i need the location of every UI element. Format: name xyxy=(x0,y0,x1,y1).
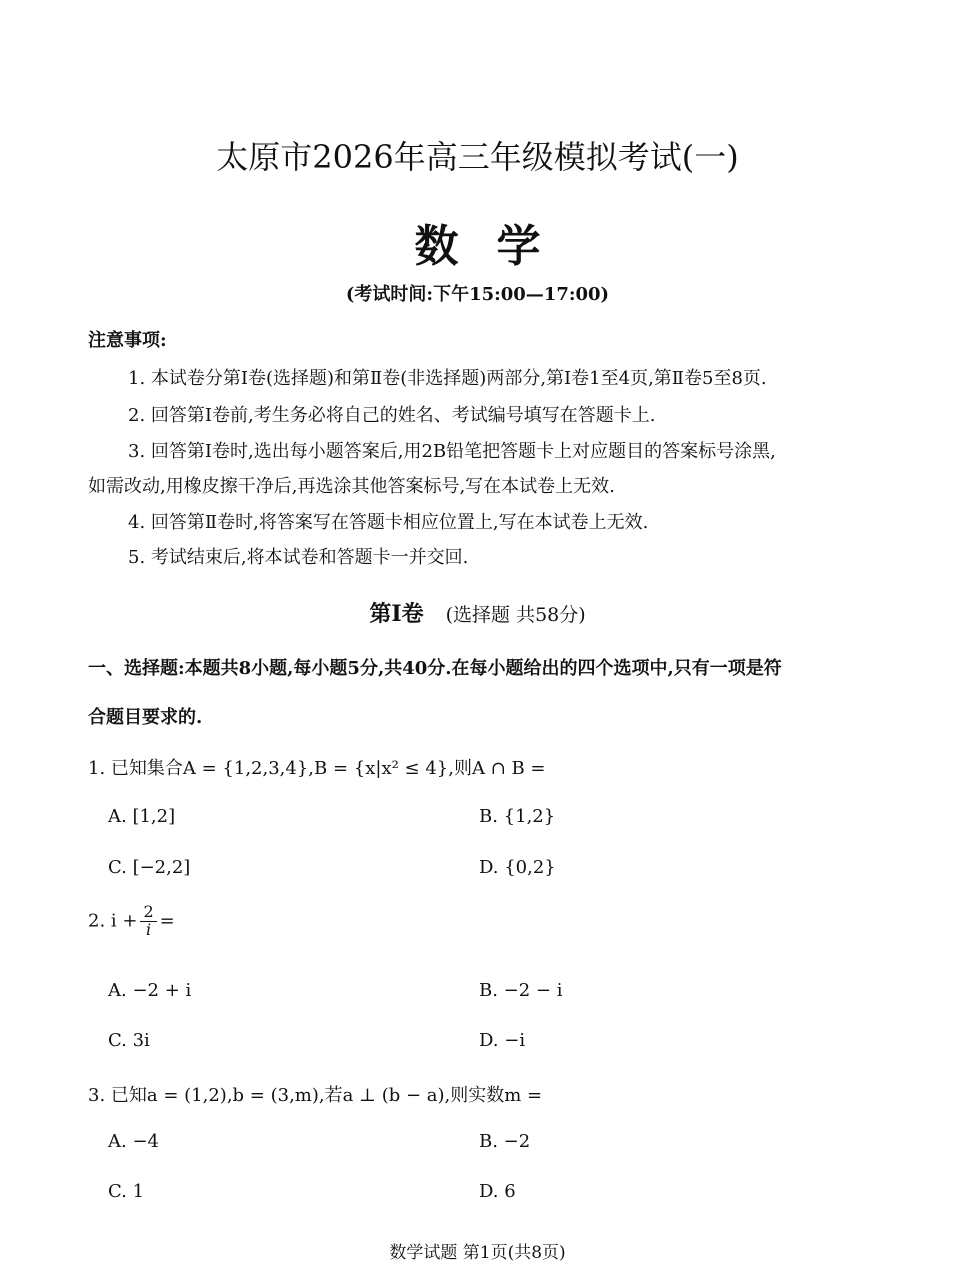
notice-item-continuation: 如需改动,用橡皮擦干净后,再选涂其他答案标号,写在本试卷上无效. xyxy=(88,476,615,497)
exam-title: 太原市2026年高三年级模拟考试(一) xyxy=(216,138,739,176)
question-3-option-c: C. 1 xyxy=(108,1181,145,1202)
section-subtitle: (选择题 共58分) xyxy=(445,604,586,626)
page-footer: 数学试题 第1页(共8页) xyxy=(389,1243,566,1263)
question-2-option-a: A. −2 + i xyxy=(108,980,192,1001)
question-3-option-a: A. −4 xyxy=(108,1131,159,1152)
question-1-option-b: B. {1,2} xyxy=(479,806,556,827)
question-2-stem xyxy=(88,904,175,939)
question-2-suffix: = xyxy=(159,910,175,932)
section-title: 第Ⅰ卷 xyxy=(369,601,424,627)
question-1-option-d: D. {0,2} xyxy=(479,857,556,878)
notice-item: 1. 本试卷分第Ⅰ卷(选择题)和第Ⅱ卷(非选择题)两部分,第Ⅰ卷1至4页,第Ⅱ卷5至8页. xyxy=(128,368,767,389)
subject-title xyxy=(0,210,955,274)
part-instruction-line1: 一、选择题:本题共8小题,每小题5分,共40分.在每小题给出的四个选项中,只有一项是符 xyxy=(88,658,782,679)
notice-item: 2. 回答第Ⅰ卷前,考生务必将自己的姓名、考试编号填写在答题卡上. xyxy=(128,405,656,426)
question-2-option-c: C. 3i xyxy=(108,1030,150,1051)
question-1-option-a: A. [1,2] xyxy=(108,806,176,827)
subject-char-2: 学 xyxy=(496,221,541,272)
subject-char-1: 数 xyxy=(414,221,459,272)
question-1-option-c: C. [−2,2] xyxy=(108,857,191,878)
fraction-denominator: i xyxy=(146,919,152,939)
notice-item: 3. 回答第Ⅰ卷时,选出每小题答案后,用2B铅笔把答题卡上对应题目的答案标号涂黑, xyxy=(128,441,776,462)
fraction-numerator: 2 xyxy=(140,904,156,922)
question-2-prefix: 2. i + xyxy=(88,910,138,932)
notice-title: 注意事项: xyxy=(88,330,167,351)
section-heading xyxy=(0,597,955,628)
question-3-stem: 3. 已知a = (1,2),b = (3,m),若a ⊥ (b − a),则实数m = xyxy=(88,1085,543,1106)
question-3-option-b: B. −2 xyxy=(479,1131,531,1152)
exam-time: (考试时间:下午15:00—17:00) xyxy=(345,284,610,305)
notice-item: 5. 考试结束后,将本试卷和答题卡一并交回. xyxy=(128,547,469,568)
part-instruction-line2: 合题目要求的. xyxy=(88,707,203,728)
question-2-option-b: B. −2 − i xyxy=(479,980,563,1001)
question-2-option-d: D. −i xyxy=(479,1030,526,1051)
question-2-fraction xyxy=(140,904,156,939)
question-1-stem: 1. 已知集合A = {1,2,3,4},B = {x|x² ≤ 4},则A ∩ B = xyxy=(88,758,546,779)
notice-item: 4. 回答第Ⅱ卷时,将答案写在答题卡相应位置上,写在本试卷上无效. xyxy=(128,512,649,533)
question-3-option-d: D. 6 xyxy=(479,1181,516,1202)
